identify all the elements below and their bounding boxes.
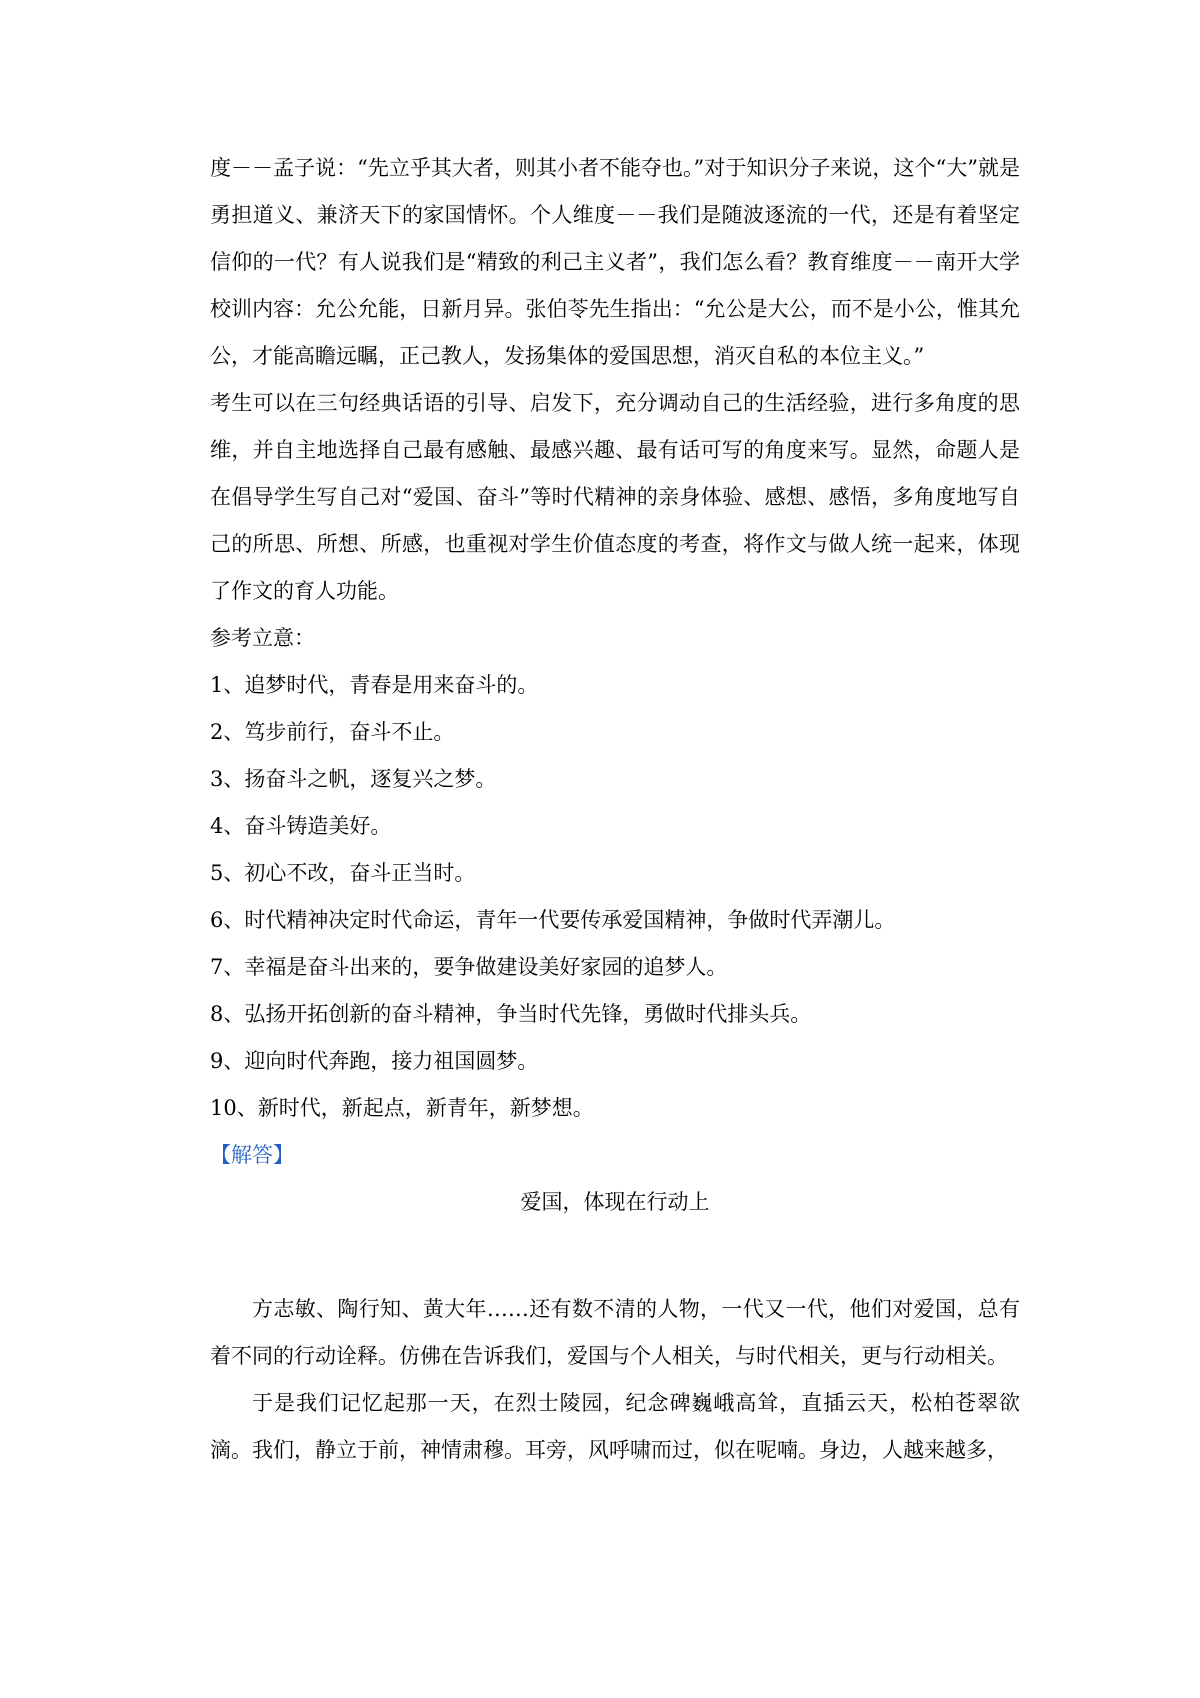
analysis-paragraph-2: 考生可以在三句经典话语的引导、启发下，充分调动自己的生活经验，进行多角度的思维，并自主地选择自己最有感触、最感兴趣、最有话可写的角度来写。显然，命题人是在倡导学生写自己对“爱国、奋斗”等时代精神的亲身体验、感想、感悟，多角度地写自己的所思、所想、所感，也重视对学生价值态度的考查，将作文与做人统一起来，体现了作文的育人功能。 <box>210 391 1020 603</box>
reference-item: 3、扬奋斗之帆，逐复兴之梦。 <box>210 767 497 791</box>
reference-heading: 参考立意： <box>210 626 315 650</box>
reference-item: 1、追梦时代，青春是用来奋斗的。 <box>210 673 539 697</box>
document-content <box>210 145 1020 1474</box>
reference-item: 2、笃步前行，奋斗不止。 <box>210 720 455 744</box>
reference-item: 5、初心不改，奋斗正当时。 <box>210 861 476 885</box>
reference-item: 8、弘扬开拓创新的奋斗精神，争当时代先锋，勇做时代排头兵。 <box>210 1002 812 1026</box>
reference-list <box>210 662 1020 1132</box>
analysis-paragraph-1: 度－－孟子说：“先立乎其大者，则其小者不能夺也。”对于知识分子来说，这个“大”就是勇担道义、兼济天下的家国情怀。个人维度－－我们是随波逐流的一代，还是有着坚定信仰的一代？有人说我们是“精致的利己主义者”，我们怎么看？教育维度－－南开大学校训内容：允公允能，日新月异。张伯苓先生指出：“允公是大公，而不是小公，惟其允公，才能高瞻远瞩，正己教人，发扬集体的爱国思想，消灭自私的本位主义。” <box>210 156 1020 368</box>
essay-title: 爱国，体现在行动上 <box>520 1190 710 1214</box>
reference-item: 10、新时代，新起点，新青年，新梦想。 <box>210 1096 594 1120</box>
essay-paragraph-1: 方志敏、陶行知、黄大年……还有数不清的人物，一代又一代，他们对爱国，总有着不同的行动诠释。仿佛在告诉我们，爱国与个人相关，与时代相关，更与行动相关。 <box>210 1297 1020 1368</box>
reference-item: 6、时代精神决定时代命运，青年一代要传承爱国精神，争做时代弄潮儿。 <box>210 908 896 932</box>
reference-item: 4、奋斗铸造美好。 <box>210 814 392 838</box>
essay-paragraph-2: 于是我们记忆起那一天，在烈士陵园，纪念碑巍峨高耸，直插云天，松柏苍翠欲滴。我们，静立于前，神情肃穆。耳旁，风呼啸而过，似在呢喃。身边，人越来越多， <box>210 1391 1020 1462</box>
answer-label: 【解答】 <box>210 1143 294 1167</box>
reference-item: 7、幸福是奋斗出来的，要争做建设美好家园的追梦人。 <box>210 955 728 979</box>
reference-item: 9、迎向时代奔跑，接力祖国圆梦。 <box>210 1049 539 1073</box>
